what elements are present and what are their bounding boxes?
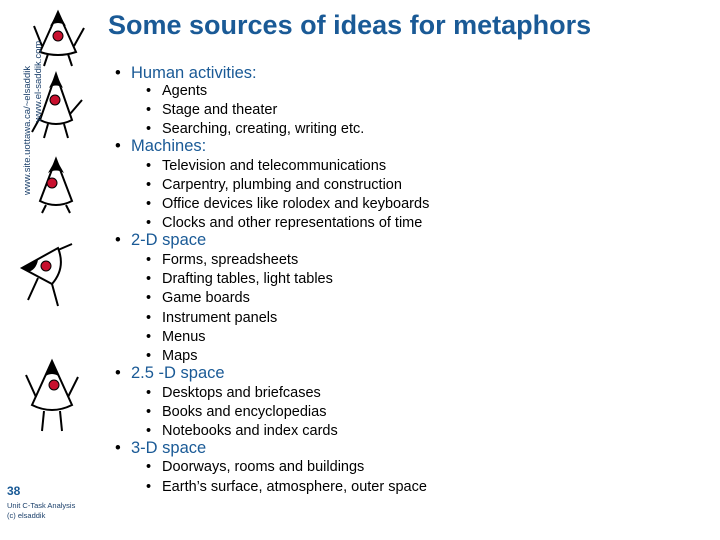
section-heading: • Human activities: [115,64,257,82]
page-title: Some sources of ideas for metaphors [108,10,592,40]
list-item: • Notebooks and index cards [146,423,338,439]
list-item: • Doorways, rooms and buildings [146,459,365,475]
list-item: • Stage and theater [146,102,278,118]
list-item: • Clocks and other representations of time [146,215,423,231]
list-item: • Game boards [146,290,250,306]
mascot-figure-3-icon [26,155,86,217]
list-item: • Books and encyclopedias [146,404,327,420]
list-item: • Earth’s surface, atmosphere, outer space [146,479,427,495]
list-item: • Office devices like rolodex and keyboards [146,196,430,212]
list-item: • Agents [146,83,208,99]
list-item: • Instrument panels [146,310,278,326]
list-item: • Menus [146,329,206,345]
section-heading: • 2.5 -D space [115,364,225,382]
footer-line: (c) elsaddik [7,511,46,520]
side-url-2[interactable]: www.el-saddik.com [33,40,44,122]
section-heading: • Machines: [115,137,207,155]
mascot-figure-4-icon [8,238,80,310]
page-number: 38 [7,484,21,498]
list-item: • Forms, spreadsheets [146,252,299,268]
list-item: • Television and telecommunications [146,158,387,174]
mascot-figure-5-icon [22,355,82,435]
list-item: • Maps [146,348,198,364]
footer-line: Unit C-Task Analysis [7,501,76,510]
list-item: • Drafting tables, light tables [146,271,333,287]
section-heading: • 3-D space [115,439,207,457]
list-item: • Carpentry, plumbing and construction [146,177,402,193]
footer-credit [7,501,75,521]
side-url-1[interactable]: www.site.uottawa.ca/~elsaddik [22,65,33,195]
list-item: • Desktops and briefcases [146,385,321,401]
section-heading: • 2-D space [115,231,207,249]
list-item: • Searching, creating, writing etc. [146,121,365,137]
